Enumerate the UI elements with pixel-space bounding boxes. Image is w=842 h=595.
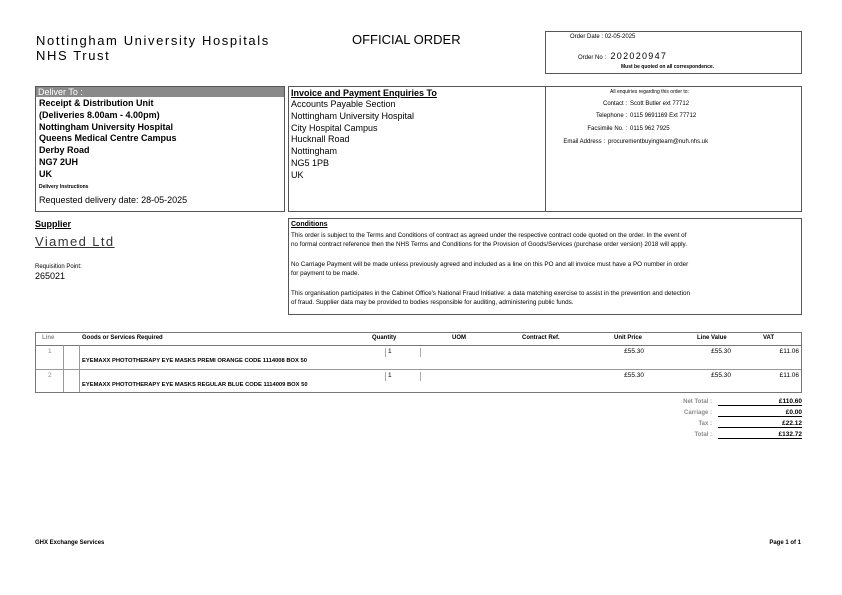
col-header-line: Line	[42, 335, 55, 341]
invoice-address-line: UK	[291, 169, 304, 180]
conditions-heading: Conditions	[291, 221, 328, 228]
total-value: £132.72	[718, 431, 802, 439]
row-line-value: £55.30	[711, 372, 731, 379]
invoice-address-line: City Hospital Campus	[291, 122, 378, 133]
delivery-instructions-label: Delivery Instructions	[39, 184, 89, 190]
total-label: Total :	[694, 432, 712, 438]
conditions-text-line: no formal contract reference then the NHS Terms and Conditions for the Provision of Goods/Services (purchase order version) 2018 will apply.	[291, 241, 687, 248]
deliver-to-address	[39, 98, 177, 181]
contact-value: Scott Butler ext 77712	[630, 101, 690, 107]
row-quantity: 1	[388, 372, 392, 379]
conditions-text-line: This order is subject to the Terms and Conditions of contract as agreed under the respective contract code quoted on the order. In the event of	[291, 232, 687, 239]
invoice-heading: Invoice and Payment Enquiries To	[291, 88, 437, 98]
order-no-row	[578, 46, 667, 64]
col-header-uom: UOM	[452, 335, 466, 341]
col-header-line-value: Line Value	[697, 335, 727, 341]
deliver-address-line: UK	[39, 168, 52, 179]
trust-name-line1: Nottingham University Hospitals	[36, 33, 270, 48]
row-line-number: 2	[48, 372, 52, 379]
enquiries-box	[545, 86, 802, 212]
col-header-unit-price: Unit Price	[614, 335, 643, 341]
row-vat: £11.06	[779, 348, 799, 355]
telephone-value: 0115 9691169 Ext 77712	[630, 113, 697, 119]
order-date-value: 02-05-2025	[604, 34, 636, 40]
order-note: Must be quoted on all correspondence.	[621, 64, 715, 70]
deliver-address-line: Nottingham University Hospital	[39, 121, 174, 132]
fax-label: Facsimile No. :	[587, 126, 627, 132]
col-header-goods: Goods or Services Required	[82, 335, 163, 341]
row-unit-price: £55.30	[624, 348, 644, 355]
carriage-value: £0.00	[718, 409, 802, 417]
deliver-address-line: Receipt & Distribution Unit	[39, 98, 154, 108]
requested-delivery-date: Requested delivery date: 28-05-2025	[39, 195, 188, 205]
tax-label: Tax :	[698, 421, 712, 427]
requisition-point: 265021	[35, 271, 66, 281]
deliver-address-line: (Deliveries 8.00am - 4.00pm)	[39, 109, 160, 120]
col-header-vat: VAT	[763, 335, 775, 341]
supplier-heading: Supplier	[35, 219, 72, 229]
deliver-to-box	[35, 86, 285, 212]
conditions-text-line: This organisation participates in the Cabinet Office's National Fraud Initiative: a data matching exercise to assist in the prevention and detection	[291, 290, 691, 297]
contact-label: Contact :	[602, 101, 627, 107]
col-header-quantity: Quantity	[372, 335, 397, 341]
deliver-address-line: Derby Road	[39, 145, 90, 156]
conditions-box	[288, 218, 802, 315]
invoice-address	[291, 99, 414, 182]
row-description: EYEMAXX PHOTOTHERAPY EYE MASKS PREMI ORANGE CODE 1114008 BOX 50	[82, 358, 307, 364]
conditions-text-line: for payment to be made.	[291, 270, 360, 277]
row-unit-price: £55.30	[624, 372, 644, 379]
order-date-label: Order Date :	[570, 34, 604, 40]
deliver-address-line: NG7 2UH	[39, 156, 79, 167]
deliver-to-heading: Deliver To :	[36, 87, 284, 97]
conditions-text-line: of fraud. Supplier data may be provided to bodies responsible for auditing, administering public funds.	[291, 299, 574, 306]
order-no-label: Order No :	[578, 55, 607, 61]
email-label: Email Address :	[563, 139, 605, 145]
invoice-address-line: Hucknall Road	[291, 134, 350, 145]
trust-name-line2: NHS Trust	[36, 48, 111, 63]
row-vat: £11.06	[779, 372, 799, 379]
conditions-paragraph-1	[291, 231, 687, 249]
fax-value: 0115 962 7925	[630, 126, 670, 132]
net-total-value: £110.60	[718, 398, 802, 406]
footer-provider: GHX Exchange Services	[35, 540, 105, 546]
carriage-label: Carriage :	[683, 410, 712, 416]
invoice-address-line: Nottingham	[291, 146, 338, 157]
tax-value: £22.12	[718, 420, 802, 428]
conditions-paragraph-2	[291, 260, 688, 278]
invoice-address-line: Nottingham University Hospital	[291, 110, 415, 121]
invoice-box	[288, 86, 546, 212]
email-value: procurementbuyingteam@nuh.nhs.uk	[608, 139, 709, 145]
order-info-box	[545, 31, 802, 74]
row-quantity: 1	[388, 348, 392, 355]
row-line-value: £55.30	[711, 348, 731, 355]
order-date-row	[570, 33, 635, 41]
order-no-value: 202020947	[610, 51, 668, 61]
telephone-label: Telephone :	[595, 113, 627, 119]
col-header-contract: Contract Ref.	[522, 335, 560, 341]
row-description: EYEMAXX PHOTOTHERAPY EYE MASKS REGULAR BLUE CODE 1114009 BOX 50	[82, 382, 308, 388]
conditions-paragraph-3	[291, 289, 690, 307]
requisition-label: Requisition Point:	[35, 264, 82, 270]
supplier-name: Viamed Ltd	[35, 234, 115, 249]
order-lines-table	[35, 332, 802, 393]
invoice-address-line: Accounts Payable Section	[291, 99, 396, 109]
table-row	[36, 370, 801, 392]
conditions-text-line: No Carriage Payment will be made unless previously agreed and included as a line on this PO and all invoice must have a PO number in order	[291, 261, 689, 268]
table-row	[36, 346, 801, 370]
invoice-address-line: NG5 1PB	[291, 157, 330, 168]
deliver-address-line: Queens Medical Centre Campus	[39, 133, 177, 144]
footer-page-number: Page 1 of 1	[769, 540, 801, 546]
net-total-label: Net Total :	[683, 399, 712, 405]
enquiries-heading: All enquiries regarding this order to:	[610, 89, 689, 95]
document-title: OFFICIAL ORDER	[352, 32, 461, 47]
table-header-row	[36, 333, 801, 346]
row-line-number: 1	[48, 348, 52, 355]
